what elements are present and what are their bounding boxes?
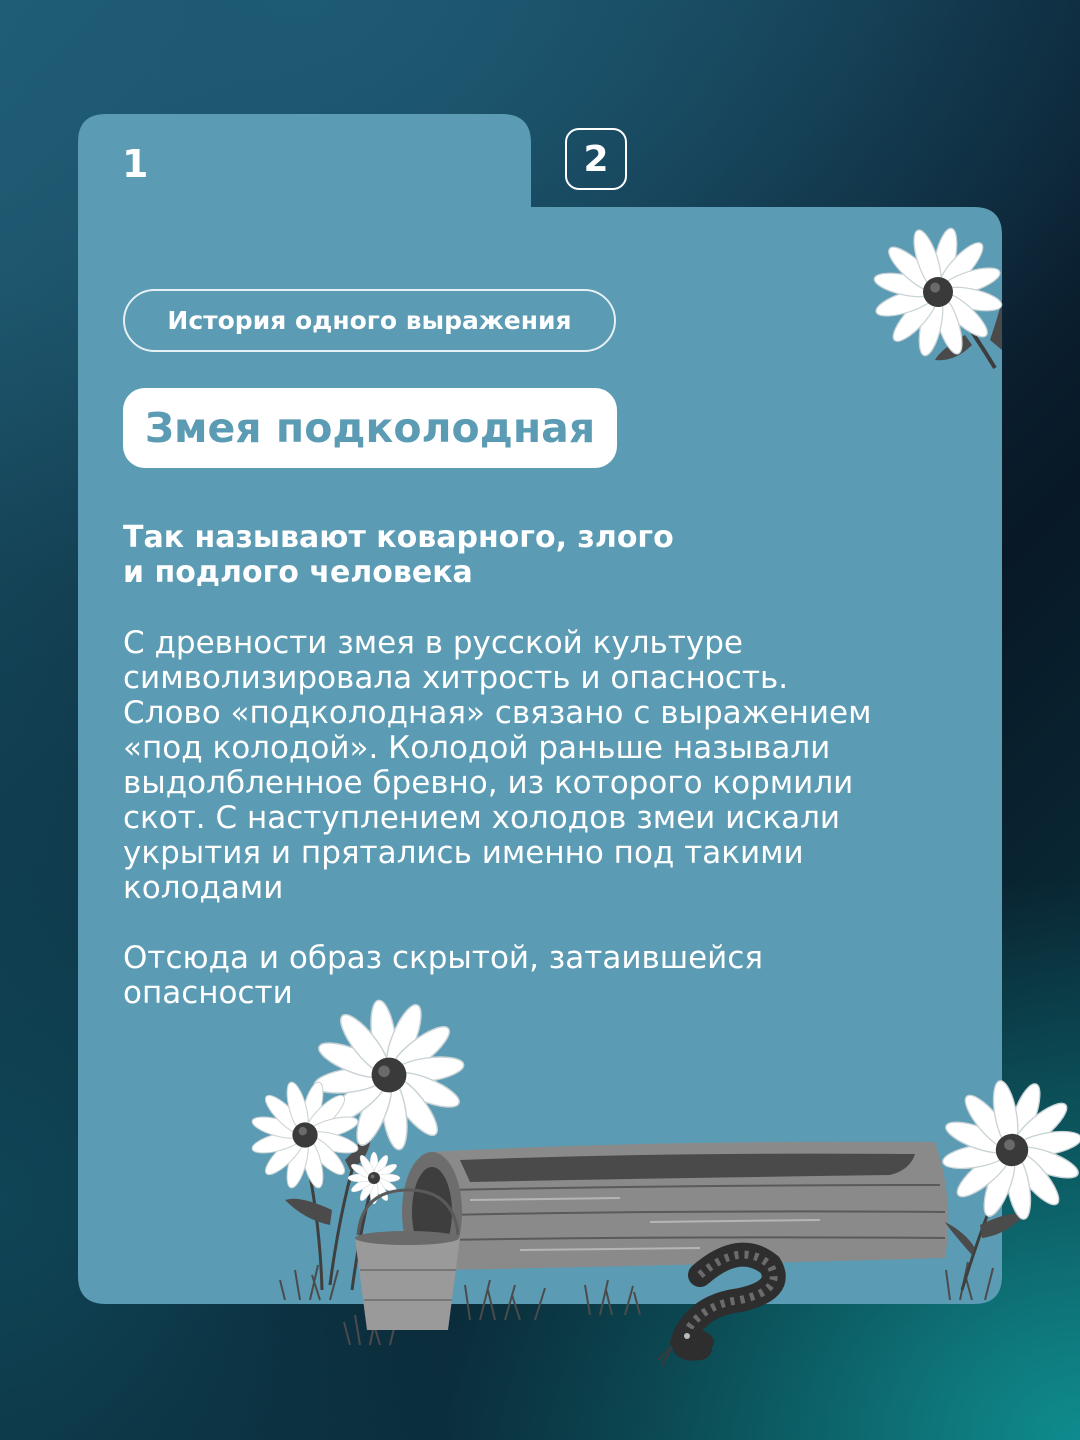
daisy-icon xyxy=(861,215,1015,369)
page-title: Змея подколодная xyxy=(123,388,617,468)
snake-icon xyxy=(658,1255,774,1366)
paragraph-line: С древности змея в русской культуре xyxy=(123,625,743,661)
subtitle-line: Так называют коварного, злого xyxy=(123,520,674,555)
paragraph-line: Отсюда и образ скрытой, затаившейся xyxy=(123,940,764,976)
daisy-icon xyxy=(922,1060,1080,1290)
tab-2[interactable]: 2 xyxy=(565,128,627,190)
paragraph-line: символизировала хитрость и опасность. xyxy=(123,660,789,696)
tab-1[interactable]: 1 xyxy=(122,142,149,186)
paragraph-line: выдолбленное бревно, из которого кормили xyxy=(123,765,854,801)
paragraph-line: Слово «подколодная» связано с выражением xyxy=(123,695,872,731)
paragraph-line: укрытия и прятались именно под такими xyxy=(123,835,804,871)
paragraph-line: опасности xyxy=(123,975,293,1011)
category-badge: История одного выражения xyxy=(123,289,616,352)
subtitle-line: и подлого человека xyxy=(123,555,473,590)
paragraph-line: колодами xyxy=(123,870,284,906)
paragraph-line: «под колодой». Колодой раньше называли xyxy=(123,730,831,766)
paragraph-line: скот. С наступлением холодов змеи искали xyxy=(123,800,841,836)
log-icon xyxy=(402,1142,948,1272)
